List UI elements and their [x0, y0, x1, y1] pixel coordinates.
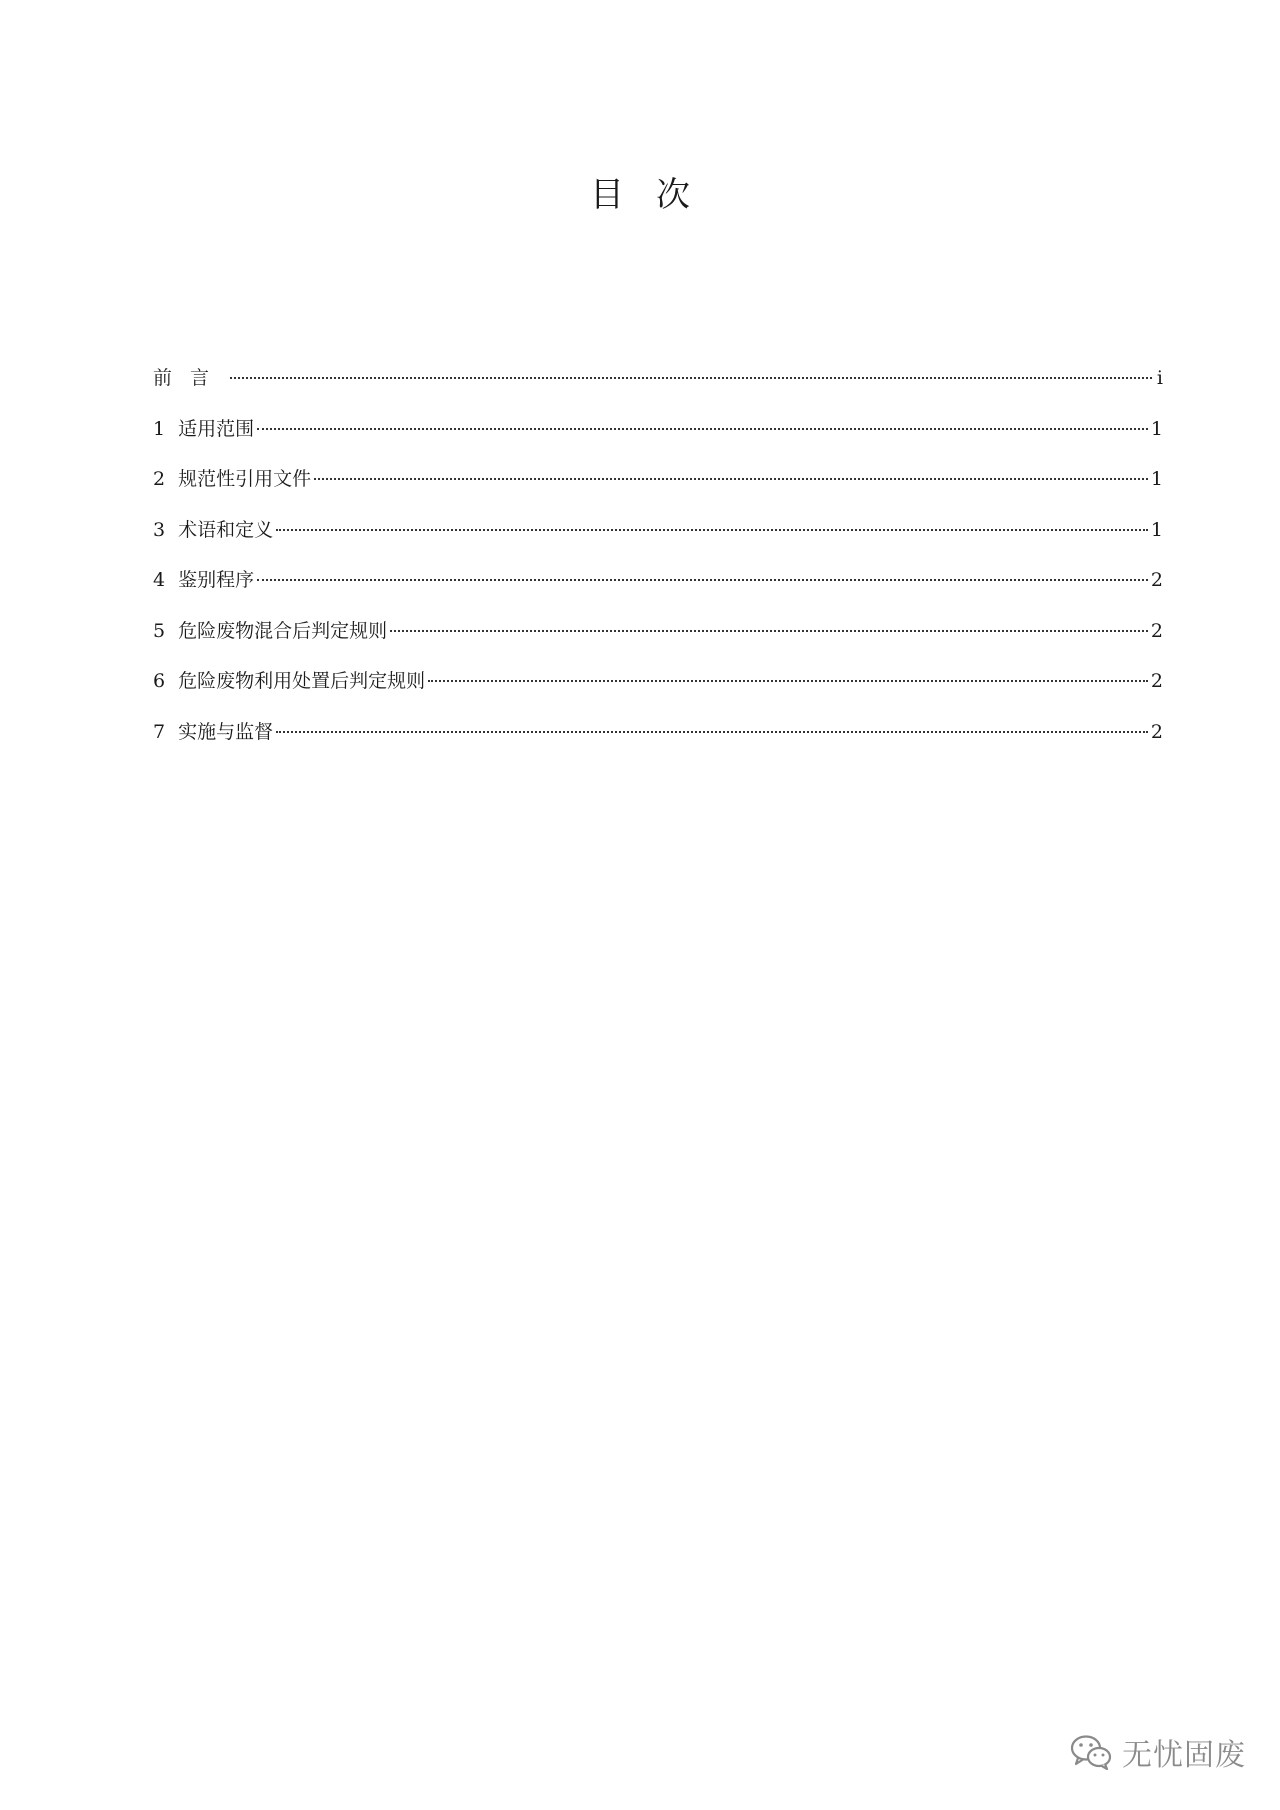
toc-entry-label: 术语和定义: [178, 518, 274, 541]
toc-entry-number: 1: [153, 417, 166, 440]
toc-entry-page: 2: [1150, 670, 1163, 692]
toc-entry-number: 5: [153, 619, 166, 642]
toc-entry-number: 3: [153, 518, 166, 541]
table-of-contents: [153, 365, 1163, 769]
toc-entry-number: 6: [153, 670, 166, 692]
toc-entry-page: i: [1156, 367, 1163, 389]
toc-leader-dots: [390, 630, 1148, 632]
toc-entry-label: 鉴别程序: [178, 569, 255, 591]
toc-entry-number: 4: [153, 569, 166, 591]
toc-entry-label: 危险废物混合后判定规则: [178, 619, 388, 642]
toc-entry-page: 2: [1150, 720, 1163, 743]
toc-entry-label: 危险废物利用处置后判定规则: [178, 670, 426, 692]
page-title: 目次: [590, 175, 722, 215]
wechat-icon: [1070, 1734, 1112, 1770]
watermark: [1070, 1730, 1246, 1774]
toc-entry-label: 适用范围: [178, 417, 255, 440]
toc-entry-label: 实施与监督: [178, 720, 274, 743]
toc-entry-page: 2: [1150, 619, 1163, 642]
toc-leader-dots: [276, 731, 1148, 733]
toc-entry-label: 规范性引用文件: [178, 468, 312, 490]
toc-leader-dots: [230, 377, 1152, 379]
toc-entry-number: 7: [153, 720, 166, 743]
toc-entry-page: 1: [1150, 417, 1163, 440]
toc-leader-dots: [276, 529, 1148, 531]
toc-entry-identification-procedure[interactable]: [153, 567, 1163, 618]
toc-entry-page: 1: [1150, 518, 1163, 541]
toc-entry-scope[interactable]: [153, 416, 1163, 467]
toc-entry-label: 前言: [153, 367, 228, 389]
toc-leader-dots: [428, 680, 1148, 682]
toc-entry-disposal-rules[interactable]: [153, 668, 1163, 719]
toc-leader-dots: [257, 579, 1148, 581]
toc-entry-terms-definitions[interactable]: [153, 517, 1163, 568]
toc-entry-page: 1: [1150, 468, 1163, 490]
toc-entry-number: 2: [153, 468, 166, 490]
toc-leader-dots: [314, 478, 1148, 480]
toc-entry-foreword[interactable]: [153, 365, 1163, 416]
toc-entry-mixing-rules[interactable]: [153, 618, 1163, 669]
toc-entry-page: 2: [1150, 569, 1163, 591]
toc-entry-implementation-supervision[interactable]: [153, 719, 1163, 770]
toc-leader-dots: [257, 428, 1148, 430]
watermark-text: 无忧固废: [1122, 1738, 1246, 1773]
toc-entry-normative-references[interactable]: [153, 466, 1163, 517]
